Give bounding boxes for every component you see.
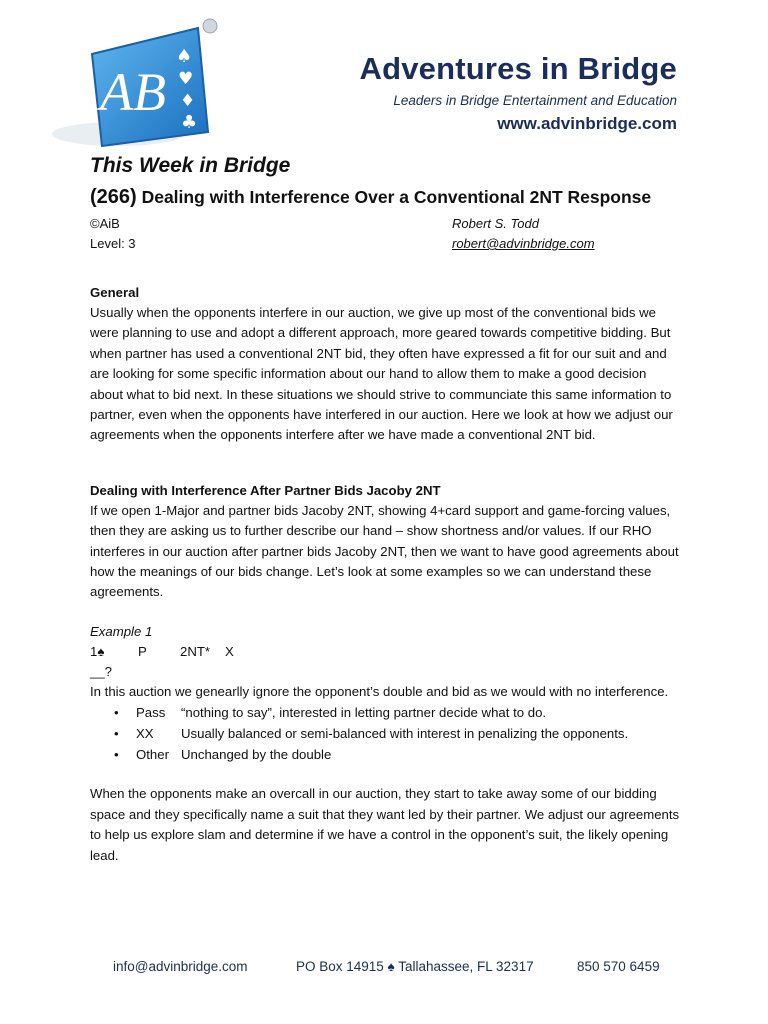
footer-phone: 850 570 6459 <box>577 959 660 974</box>
list-item <box>90 744 682 765</box>
call-meaning: “nothing to say”, interested in letting partner decide what to do. <box>181 705 547 721</box>
list-item <box>90 723 682 744</box>
example-title: Example 1 <box>90 623 153 639</box>
logo-letters: AB <box>100 62 166 122</box>
call-name: Pass <box>136 705 166 721</box>
author-email[interactable]: robert@advinbridge.com <box>452 236 595 251</box>
aib-logo <box>48 14 230 154</box>
section-jacoby <box>90 481 682 603</box>
brand-header <box>360 50 678 135</box>
article-number: (266) <box>90 186 137 208</box>
article-title-text: Dealing with Interference Over a Conventional 2NT Response <box>141 187 652 207</box>
footer-address: PO Box 14915 ♠ Tallahassee, FL 32317 <box>296 959 534 974</box>
club-glyph: ♣ <box>181 112 198 133</box>
bullet-icon: • <box>114 705 119 721</box>
example-intro: In this auction we genearlly ignore the opponent’s double and bid as we would with no interference. <box>90 683 669 699</box>
auction-call: X <box>225 643 234 659</box>
section-heading: General <box>90 285 140 300</box>
brand-name: Adventures in Bridge <box>359 51 677 86</box>
auction-call: 1♠ <box>90 643 105 659</box>
closing-paragraph: When the opponents make an overcall in our auction, they start to take away some of our bidding space and they specifically name a suit that they want led by their partner. We adjust our agreements to help us explore slam and determine if we have a control in the opponent’s suit, the likely opening lead. <box>90 786 680 863</box>
bullet-icon: • <box>114 747 119 763</box>
section-heading: Dealing with Interference After Partner Bids Jacoby 2NT <box>90 482 441 498</box>
section-body: Usually when the opponents interfere in our auction, we give up most of the conventional bids we were planning to use and adopt a different approach, more geared towards competitive bidding. But when partner has used a conventional 2NT bid, they often have expressed a fit for our suit and and are looking for some specific information about our hand to allow them to make a good decision about what to bid next. In these situations we should strive to communciate this same information to partner, even when the opponents have interfered in our auction. Here we look at how we adjust our agreements when the opponents interfere after we have made a conventional 2NT bid. <box>90 305 673 443</box>
section-general <box>90 283 682 446</box>
footer <box>113 959 673 974</box>
section-body: If we open 1-Major and partner bids Jacoby 2NT, showing 4+card support and game-forcing values, then they are asking us to further describe our hand – show shortness and/or values. If our RHO interferes in our auction after partner bids Jacoby 2NT, then we want to have good agreements about how the meanings of our bids change. Let’s look at some examples so we can understand these agreements. <box>90 502 679 600</box>
call-list <box>90 702 682 765</box>
auction-call: P <box>138 643 147 659</box>
auction-row <box>90 642 682 662</box>
level: Level: 3 <box>90 236 136 251</box>
call-name: Other <box>136 747 169 763</box>
meta-row-1 <box>90 214 682 234</box>
auction-prompt: __? <box>90 663 113 679</box>
author: Robert S. Todd <box>452 216 539 231</box>
article-content <box>90 152 682 866</box>
brand-url[interactable]: www.advinbridge.com <box>497 114 677 133</box>
article-title <box>90 184 682 210</box>
diamond-glyph: ♦ <box>180 91 196 111</box>
heart-glyph: ♥ <box>178 69 194 89</box>
meta-row-2 <box>90 234 682 254</box>
copyright: ©AiB <box>90 216 120 231</box>
footer-email[interactable]: info@advinbridge.com <box>113 959 248 974</box>
call-meaning: Usually balanced or semi-balanced with interest in penalizing the opponents. <box>181 726 629 742</box>
auction-call: 2NT* <box>180 643 211 659</box>
bullet-icon: • <box>114 726 119 742</box>
series-title: This Week in Bridge <box>90 154 291 177</box>
spade-glyph: ♠ <box>176 46 193 67</box>
brand-tagline: Leaders in Bridge Entertainment and Education <box>393 93 677 108</box>
list-item <box>90 702 682 723</box>
call-name: XX <box>136 726 154 742</box>
call-meaning: Unchanged by the double <box>181 747 332 763</box>
